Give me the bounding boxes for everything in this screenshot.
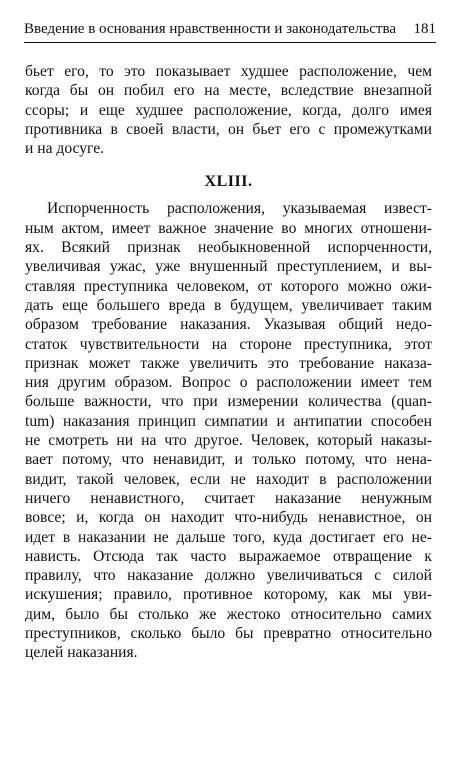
text-line: нависть. Отсюда так часто выражаемое отвращение к [25, 547, 432, 565]
text-line: искушения; правило, противное которому, как мы уви- [25, 586, 432, 604]
text-line: ничего ненавистного, считает наказание ненужным [25, 489, 432, 507]
text-line: и на досуге. [25, 140, 105, 158]
text-line: ния другим образом. Вопрос о расположении имеет тем [25, 374, 432, 392]
text-line: идет в наказании не дальше того, куда достигает его не- [25, 528, 432, 546]
text-line: вает потому, что ненавидит, и только потому, что нена- [25, 451, 432, 469]
text-line: ссоры; и еще худшее расположение, когда, долго имея [25, 101, 432, 119]
text-line: дать еще большего вреда в будущем, увеличивает таким [25, 296, 432, 314]
text-line: ным актом, имеет важное значение во многих отношени- [25, 219, 432, 237]
text-line: признак может также увеличить это требование наказа- [25, 354, 432, 372]
text-line: tum) наказания принцип симпатии и антипатии способен [25, 412, 432, 430]
text-line: когда бы он побил его на месте, вследствие внезапной [25, 82, 432, 100]
page-number: 181 [413, 21, 436, 37]
text-line: противника в своей власти, он бьет его с промежутками [25, 120, 432, 138]
text-line: статок чувствительности на стороне преступника, этот [25, 335, 432, 353]
text-line: увеличивая ужас, уже внушенный преступлением, и вы- [25, 258, 432, 276]
text-line: правилу, что наказание должно увеличиваться с силой [25, 567, 432, 585]
text-line: образом требование наказания. Указывая общий недо- [25, 316, 432, 334]
running-head [24, 19, 436, 39]
text-line: целей наказания. [25, 644, 138, 662]
text-line: ставляя преступника человеком, от которого можно ожи- [25, 277, 432, 295]
section-paragraph [25, 199, 432, 662]
section-heading: XLIII. [204, 173, 253, 191]
page-body [25, 62, 432, 663]
text-line: вовсе; и, когда он находит что-нибудь ненавистное, он [25, 509, 432, 527]
running-head-title: Введение в основания нравственности и законодательства [24, 21, 396, 37]
text-line: не смотреть ни на что другое. Человек, который наказы- [25, 432, 432, 450]
text-line: Испорченность расположения, указываемая извест- [47, 200, 432, 218]
intro-paragraph [25, 62, 432, 158]
text-line: больше важности, что при измерении количества (quan- [25, 393, 432, 411]
text-line: бьет его, то это показывает худшее расположение, чем [25, 63, 432, 80]
header-rule [24, 42, 436, 43]
text-line: видит, такой человек, если не находит в расположении [25, 470, 432, 488]
text-line: дим, было бы столько же жестоко относительно самих [25, 605, 432, 623]
text-line: ях. Всякий признак необыкновенной испорченности, [25, 239, 432, 257]
text-line: преступников, сколько было бы превратно относительно [25, 625, 432, 643]
